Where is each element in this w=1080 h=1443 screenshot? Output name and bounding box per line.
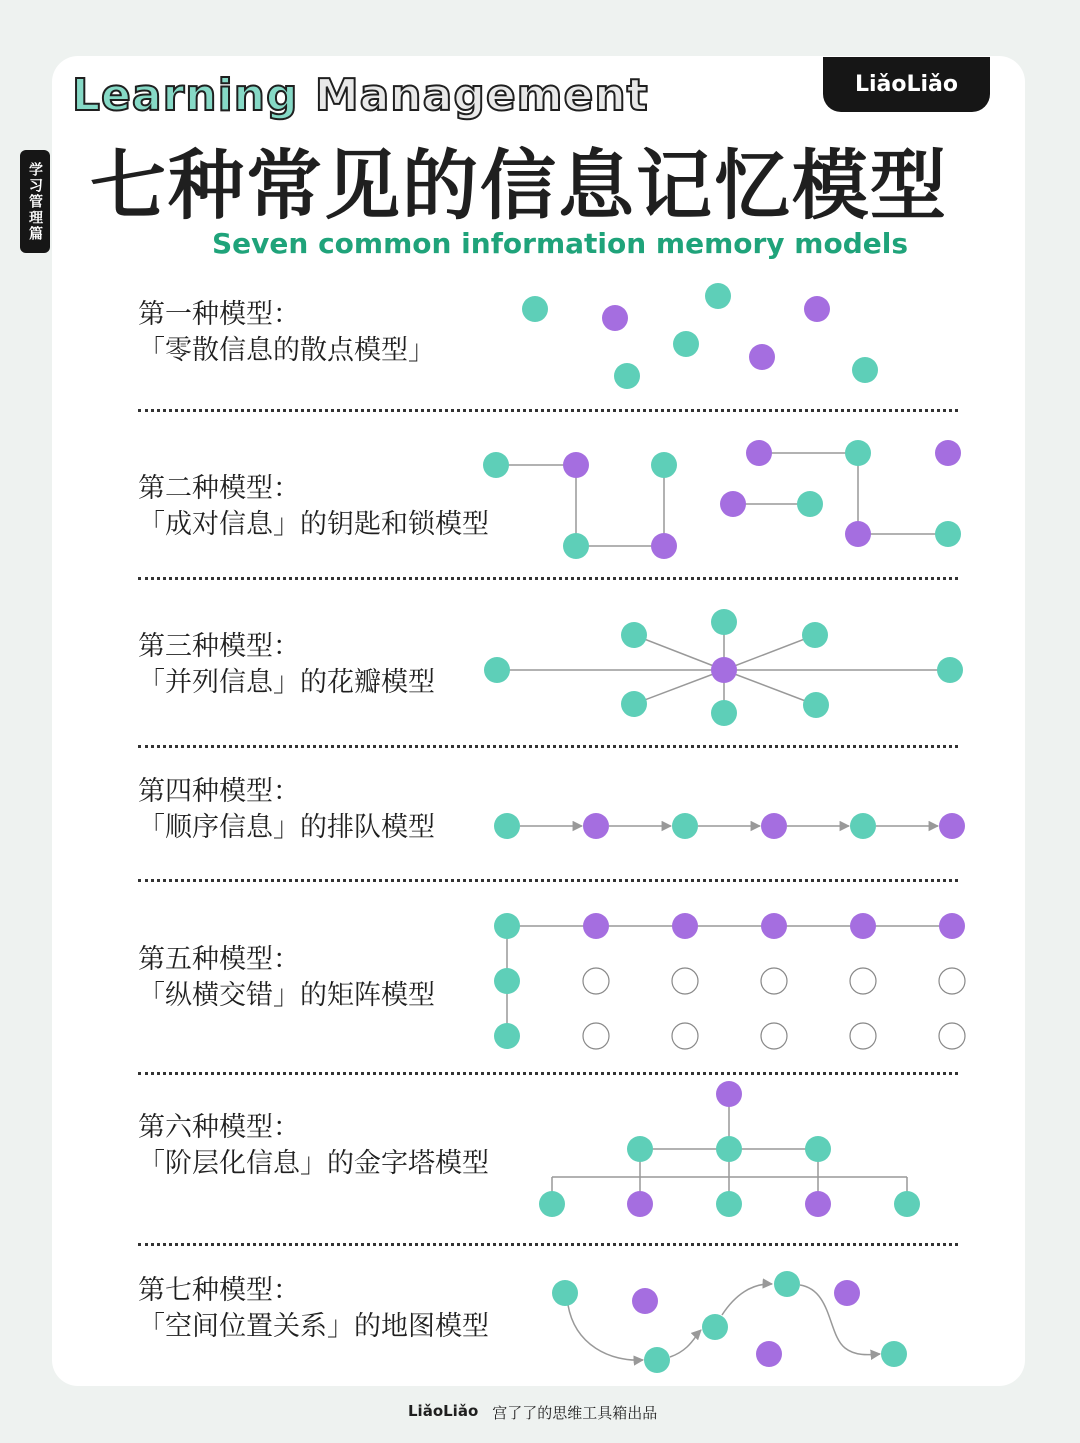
model-5-title: 第五种模型： xyxy=(138,944,300,975)
divider xyxy=(138,1243,958,1246)
footer xyxy=(408,1402,657,1422)
model-4-label xyxy=(138,774,435,846)
model-6-label xyxy=(138,1110,489,1182)
divider xyxy=(138,409,958,412)
brand-logo: LiǎoLiǎo xyxy=(823,57,990,112)
model-7-description: 「空间位置关系」的地图模型 xyxy=(138,1311,489,1342)
model-1-label xyxy=(138,297,435,369)
header-title-learning: Learning xyxy=(72,70,299,121)
divider xyxy=(138,879,958,882)
header-title xyxy=(72,66,649,126)
footer-credit: 宫了了的思维工具箱出品 xyxy=(492,1404,658,1422)
model-3-label xyxy=(138,629,435,701)
divider xyxy=(138,1072,958,1075)
model-2-title: 第二种模型： xyxy=(138,473,300,504)
model-2-description: 「成对信息」的钥匙和锁模型 xyxy=(138,509,489,540)
model-5-description: 「纵横交错」的矩阵模型 xyxy=(138,980,435,1011)
model-2-label xyxy=(138,471,489,543)
model-3-title: 第三种模型： xyxy=(138,631,300,662)
model-1-title: 第一种模型： xyxy=(138,299,300,330)
model-5-label xyxy=(138,942,435,1014)
divider xyxy=(138,577,958,580)
model-7-label xyxy=(138,1273,489,1345)
model-6-title: 第六种模型： xyxy=(138,1112,300,1143)
divider xyxy=(138,745,958,748)
page-title: 七种常见的信息记忆模型 xyxy=(90,141,948,230)
model-3-description: 「并列信息」的花瓣模型 xyxy=(138,667,435,698)
footer-brand-logo: LiǎoLiǎo xyxy=(408,1402,479,1420)
side-category-tab: 学习管理篇 xyxy=(20,150,50,253)
model-1-description: 「零散信息的散点模型」 xyxy=(138,335,435,366)
model-4-title: 第四种模型： xyxy=(138,776,300,807)
page-subtitle: Seven common information memory models xyxy=(212,227,909,260)
model-7-title: 第七种模型： xyxy=(138,1275,300,1306)
model-4-description: 「顺序信息」的排队模型 xyxy=(138,812,435,843)
header-title-management: Management xyxy=(314,70,649,121)
model-6-description: 「阶层化信息」的金字塔模型 xyxy=(138,1148,489,1179)
